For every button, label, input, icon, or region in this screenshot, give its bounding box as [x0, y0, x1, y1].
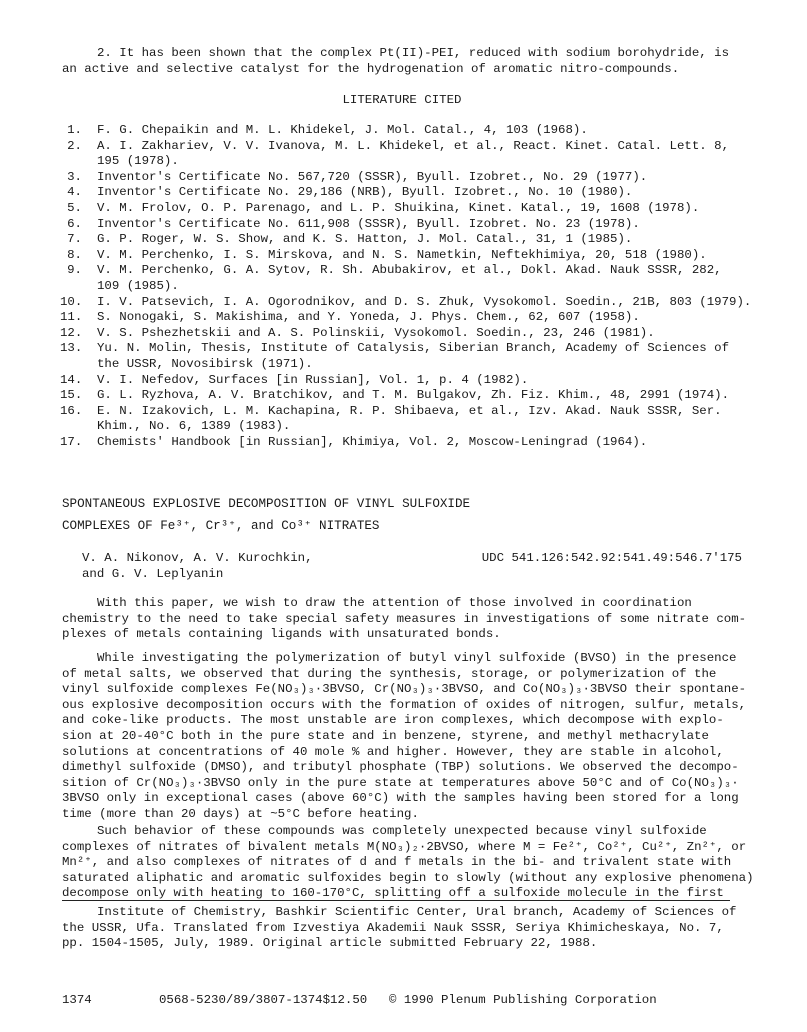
- reference-item: [62, 217, 752, 233]
- reference-number: 7.: [67, 232, 82, 247]
- reference-number: 11.: [60, 310, 83, 325]
- reference-text: V. M. Frolov, O. P. Parenago, and L. P. Shuikina, Kinet. Katal., 19, 1608 (1978).: [97, 200, 700, 215]
- conclusion-paragraph: [62, 46, 752, 77]
- reference-number: 5.: [67, 200, 82, 215]
- text-line: chemistry to the need to take special safety measures in investigations of some nitrate com-: [62, 611, 747, 626]
- author-line: and G. V. Leplyanin: [82, 566, 224, 581]
- reference-text: G. L. Ryzhova, A. V. Bratchikov, and T. M. Bulgakov, Zh. Fiz. Khim., 48, 2991 (1974).: [97, 388, 730, 403]
- reference-number: 16.: [60, 403, 83, 418]
- reference-text: Inventor's Certificate No. 29,186 (NRB), Byull. Izobret., No. 10 (1980).: [97, 185, 633, 200]
- reference-text: Yu. N. Molin, Thesis, Institute of Catalysis, Siberian Branch, Academy of Sciences of: [97, 341, 730, 356]
- text-line: plexes of metals containing ligands with unsaturated bonds.: [62, 627, 501, 642]
- reference-number: 12.: [60, 325, 83, 340]
- reference-item: [62, 404, 752, 435]
- copyright-notice: © 1990 Plenum Publishing Corporation: [389, 993, 657, 1007]
- reference-item: [62, 373, 752, 389]
- text-line: and coke-like products. The most unstable are iron complexes, which decompose with explo-: [62, 713, 724, 728]
- page-number: 1374: [62, 993, 92, 1007]
- affiliation-footnote: [62, 905, 762, 952]
- text-line: With this paper, we wish to draw the attention of those involved in coordination: [97, 596, 692, 610]
- reference-number: 2.: [67, 138, 82, 153]
- reference-text: the USSR, Novosibirsk (1971).: [97, 356, 313, 371]
- reference-text: V. M. Perchenko, G. A. Sytov, R. Sh. Abubakirov, et al., Dokl. Akad. Nauk SSSR, 282,: [97, 263, 722, 278]
- text-line: time (more than 20 days) at ~5°C before heating.: [62, 806, 419, 821]
- reference-item: [62, 123, 752, 139]
- reference-text: A. I. Zakhariev, V. V. Ivanova, M. L. Khidekel, et al., React. Kinet. Catal. Lett. 8,: [97, 138, 730, 153]
- reference-number: 3.: [67, 169, 82, 184]
- reference-number: 1.: [67, 123, 82, 137]
- text-line: 3BVSO only in exceptional cases (above 60°C) with the samples having been stored for a long: [62, 791, 739, 806]
- title-line: COMPLEXES OF Fe³⁺, Cr³⁺, and Co³⁺ NITRATES: [62, 518, 380, 533]
- reference-text: V. M. Perchenko, I. S. Mirskova, and N. S. Nametkin, Neftekhimiya, 20, 518 (1980).: [97, 247, 707, 262]
- reference-text: V. I. Nefedov, Surfaces [in Russian], Vol. 1, p. 4 (1982).: [97, 372, 529, 387]
- reference-item: [62, 170, 752, 186]
- reference-item: [62, 435, 752, 451]
- text-line: an active and selective catalyst for the hydrogenation of aromatic nitro-compounds.: [62, 61, 680, 76]
- reference-item: [62, 295, 752, 311]
- text-line: 2. It has been shown that the complex Pt(II)-PEI, reduced with sodium borohydride, is: [97, 46, 730, 60]
- text-line: dimethyl sulfoxide (DMSO), and tributyl phosphate (TBP) solutions. We observed the decompo-: [62, 760, 739, 775]
- body-paragraph-2: [62, 651, 752, 823]
- reference-number: 6.: [67, 216, 82, 231]
- text-line: solutions at concentrations of 40 mole % and higher. However, they are stable in alcohol,: [62, 744, 724, 759]
- text-line: of metal salts, we observed that during the synthesis, storage, or polymerization of the: [62, 666, 717, 681]
- reference-item: [62, 232, 752, 248]
- reference-number: 14.: [60, 372, 83, 387]
- text-line: sion at 20-40°C both in the pure state and in benzene, styrene, and methyl methacrylate: [62, 728, 709, 743]
- text-line: While investigating the polymerization of butyl vinyl sulfoxide (BVSO) in the presence: [97, 651, 737, 665]
- reference-text: 195 (1978).: [97, 154, 179, 169]
- reference-list: [62, 123, 752, 450]
- article-title: [62, 497, 752, 534]
- author-line: V. A. Nikonov, A. V. Kurochkin,: [82, 551, 313, 565]
- text-line: pp. 1504-1505, July, 1989. Original article submitted February 22, 1988.: [62, 936, 598, 951]
- reference-item: [62, 263, 752, 294]
- body-paragraph-1: [62, 596, 752, 643]
- reference-item: [62, 248, 752, 264]
- reference-number: 4.: [67, 185, 82, 200]
- reference-text: Inventor's Certificate No. 567,720 (SSSR), Byull. Izobret., No. 29 (1977).: [97, 169, 648, 184]
- literature-heading: LITERATURE CITED: [342, 93, 462, 107]
- text-line: complexes of nitrates of bivalent metals M(NO₃)₂·2BVSO, where M = Fe²⁺, Co²⁺, Cu²⁺, Zn²⁺, or: [62, 839, 747, 854]
- authors-block: [62, 551, 752, 582]
- reference-number: 10.: [60, 294, 83, 309]
- reference-number: 15.: [60, 388, 83, 403]
- body-paragraph-3: [62, 824, 752, 902]
- text-line: Institute of Chemistry, Bashkir Scientific Center, Ural branch, Academy of Sciences of: [97, 905, 737, 919]
- reference-number: 8.: [67, 247, 82, 262]
- reference-text: I. V. Patsevich, I. A. Ogorodnikov, and D. S. Zhuk, Vysokomol. Soedin., 21B, 803 (1979).: [97, 294, 752, 309]
- reference-item: [62, 341, 752, 372]
- reference-item: [62, 310, 752, 326]
- text-line: Mn²⁺, and also complexes of nitrates of d and f metals in the bi- and trivalent state with: [62, 855, 732, 870]
- text-line: vinyl sulfoxide complexes Fe(NO₃)₃·3BVSO, Cr(NO₃)₃·3BVSO, and Co(NO₃)₃·3BVSO their spontane-: [62, 682, 747, 697]
- reference-text: Khim., No. 6, 1389 (1983).: [97, 419, 291, 434]
- reference-number: 9.: [67, 263, 82, 278]
- text-line: saturated aliphatic and aromatic sulfoxides begin to slowly (without any explosive phenomena): [62, 870, 754, 885]
- reference-text: V. S. Pshezhetskii and A. S. Polinskii, Vysokomol. Soedin., 23, 246 (1981).: [97, 325, 655, 340]
- article-code: 0568-5230/89/3807-1374$12.50: [159, 993, 368, 1007]
- reference-text: Chemists' Handbook [in Russian], Khimiya, Vol. 2, Moscow-Leningrad (1964).: [97, 434, 648, 449]
- text-line: decompose only with heating to 160-170°C, splitting off a sulfoxide molecule in the first: [62, 886, 724, 901]
- text-line: sition of Cr(NO₃)₃·3BVSO only in the pure state at temperatures above 50°C and of Co(NO₃)₃·: [62, 775, 739, 790]
- reference-item: [62, 326, 752, 342]
- reference-text: G. P. Roger, W. S. Show, and K. S. Hatton, J. Mol. Catal., 31, 1 (1985).: [97, 232, 633, 247]
- text-line: the USSR, Ufa. Translated from Izvestiya Akademii Nauk SSSR, Seriya Khimicheskaya, No. 7,: [62, 920, 724, 935]
- reference-number: 17.: [60, 434, 83, 449]
- title-line: SPONTANEOUS EXPLOSIVE DECOMPOSITION OF VINYL SULFOXIDE: [62, 497, 471, 511]
- reference-text: 109 (1985).: [97, 278, 179, 293]
- reference-item: [62, 388, 752, 404]
- footnote-rule: [62, 900, 730, 901]
- reference-text: Inventor's Certificate No. 611,908 (SSSR), Byull. Izobret. No. 23 (1978).: [97, 216, 640, 231]
- reference-text: E. N. Izakovich, L. M. Kachapina, R. P. Shibaeva, et al., Izv. Akad. Nauk SSSR, Ser.: [97, 403, 722, 418]
- reference-item: [62, 139, 752, 170]
- text-line: Such behavior of these compounds was completely unexpected because vinyl sulfoxide: [97, 824, 707, 838]
- reference-text: F. G. Chepaikin and M. L. Khidekel, J. Mol. Catal., 4, 103 (1968).: [97, 123, 588, 137]
- udc-code: UDC 541.126:542.92:541.49:546.7'175: [481, 551, 742, 565]
- reference-text: S. Nonogaki, S. Makishima, and Y. Yoneda, J. Phys. Chem., 62, 607 (1958).: [97, 310, 640, 325]
- reference-item: [62, 201, 752, 217]
- reference-number: 13.: [60, 341, 83, 356]
- text-line: ous explosive decomposition occurs with the formation of oxides of nitrogen, sulfur, metals,: [62, 697, 747, 712]
- reference-item: [62, 185, 752, 201]
